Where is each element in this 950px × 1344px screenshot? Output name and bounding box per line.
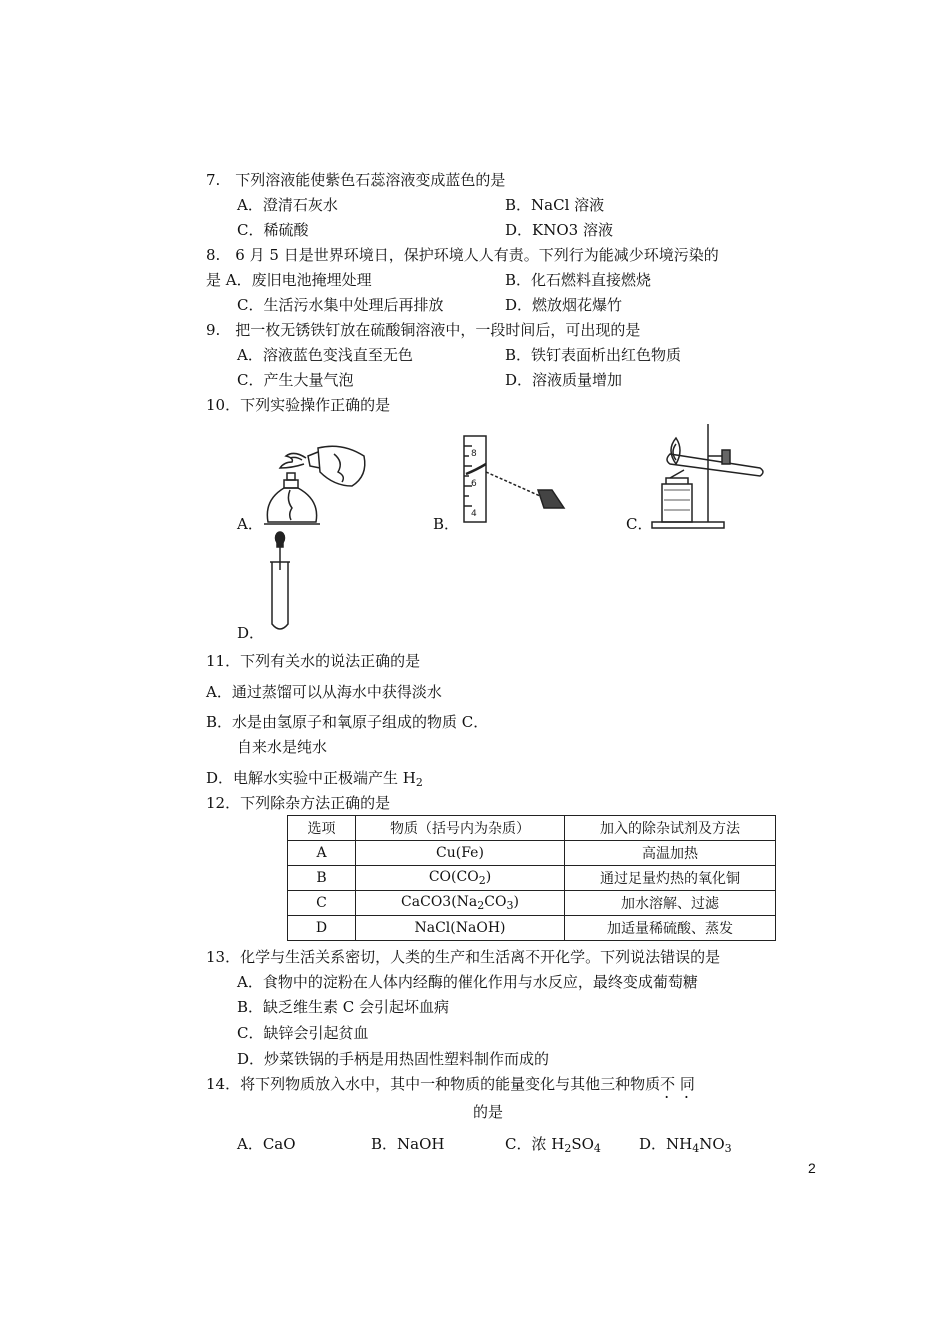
graduated-cylinder-reading-figure	[460, 434, 570, 526]
q14-emphasis-1: 不	[660, 1075, 676, 1093]
q14-stem-text: 14．将下列物质放入水中，其中一种物质的能量变化与其他三种物质	[206, 1075, 661, 1093]
table-header: 物质（括号内为杂质）	[356, 816, 565, 841]
q13-option-d: D．炒菜铁锅的手柄是用热固性塑料制作而成的	[237, 1050, 550, 1068]
table-row	[288, 841, 776, 866]
table-cell: $CO(CO_2)$	[356, 866, 565, 891]
cylinder-tick-8: 8	[471, 449, 477, 459]
q10-stem: 10．下列实验操作正确的是	[206, 396, 391, 414]
q11-stem: 11．下列有关水的说法正确的是	[206, 652, 421, 670]
q14-stem	[206, 1074, 695, 1094]
q8-option-d: D．燃放烟花爆竹	[505, 296, 623, 314]
q10-option-a-label: A．	[237, 515, 263, 533]
q14-stem-line2: 的是	[473, 1103, 504, 1121]
q11-option-c: 自来水是纯水	[237, 738, 328, 756]
q9-option-a: A．溶液蓝色变浅直至无色	[237, 346, 413, 364]
cylinder-tick-4: 4	[471, 509, 477, 519]
q10-option-c-label: C．	[626, 515, 653, 533]
q9-option-b: B．铁钉表面析出红色物质	[505, 346, 682, 364]
q14-option-b: B．NaOH	[371, 1135, 445, 1153]
q8-option-a: 是 A．废旧电池掩埋处理	[206, 271, 372, 289]
q11-option-a: A．通过蒸馏可以从海水中获得淡水	[206, 683, 442, 701]
q7-option-b: B．NaCl 溶液	[505, 196, 605, 214]
table-cell: 加水溶解、过滤	[565, 891, 776, 916]
q9-option-c: C．产生大量气泡	[237, 371, 354, 389]
q7-stem: 7. 下列溶液能使紫色石蕊溶液变成蓝色的是	[206, 171, 506, 189]
q10-option-b-label: B．	[433, 515, 460, 533]
q12-table	[287, 815, 776, 941]
q7-option-d: D．KNO3 溶液	[505, 221, 613, 239]
table-row	[288, 916, 776, 941]
page-number: 2	[808, 1160, 816, 1176]
q11-option-d: D．电解水实验中正极端产生 $H_2$	[206, 769, 423, 789]
table-cell: C	[288, 891, 356, 916]
q14-option-d: D．$NH_4NO_3$	[639, 1135, 732, 1155]
table-cell: 加适量稀硫酸、蒸发	[565, 916, 776, 941]
q10-option-d-label: D．	[237, 624, 265, 642]
table-header: 选项	[288, 816, 356, 841]
q14-option-a: A．CaO	[237, 1135, 296, 1153]
q13-option-b: B．缺乏维生素 C 会引起坏血病	[237, 998, 450, 1016]
table-cell: D	[288, 916, 356, 941]
table-cell: 通过足量灼热的氧化铜	[565, 866, 776, 891]
q8-option-c: C．生活污水集中处理后再排放	[237, 296, 444, 314]
q9-stem: 9. 把一枚无锈铁钉放在硫酸铜溶液中，一段时间后，可出现的是	[206, 321, 641, 339]
table-cell: A	[288, 841, 356, 866]
q9-option-d: D．溶液质量增加	[505, 371, 623, 389]
q11-option-b: B．水是由氢原子和氧原子组成的物质 C．	[206, 713, 489, 731]
q12-stem: 12．下列除杂方法正确的是	[206, 794, 391, 812]
q14-option-c: C．浓 $H_2SO_4$	[505, 1135, 601, 1155]
table-row	[288, 866, 776, 891]
dropper-test-tube-figure	[268, 530, 292, 634]
table-header: 加入的除杂试剂及方法	[565, 816, 776, 841]
table-header-row	[288, 816, 776, 841]
q13-option-c: C．缺锌会引起贫血	[237, 1024, 369, 1042]
table-cell: Cu(Fe)	[356, 841, 565, 866]
q8-option-b: B．化石燃料直接燃烧	[505, 271, 652, 289]
q13-option-a: A．食物中的淀粉在人体内经酶的催化作用与水反应，最终变成葡萄糖	[237, 973, 698, 991]
table-cell: $CaCO3(Na_2CO_3)$	[356, 891, 565, 916]
table-cell: NaCl(NaOH)	[356, 916, 565, 941]
alcohol-lamp-lighting-figure	[258, 440, 370, 534]
q14-emphasis-2: 同	[679, 1075, 695, 1093]
q8-stem: 8. 6 月 5 日是世界环境日，保护环境人人有责。下列行为能减少环境污染的	[206, 246, 719, 264]
cylinder-tick-6: 6	[471, 479, 477, 489]
table-row	[288, 891, 776, 916]
q7-option-a: A．澄清石灰水	[237, 196, 338, 214]
q13-stem: 13．化学与生活关系密切，人类的生产和生活离不开化学。下列说法错误的是	[206, 948, 721, 966]
table-cell: B	[288, 866, 356, 891]
table-cell: 高温加热	[565, 841, 776, 866]
q7-option-c: C．稀硫酸	[237, 221, 309, 239]
test-tube-heating-figure	[650, 420, 770, 532]
